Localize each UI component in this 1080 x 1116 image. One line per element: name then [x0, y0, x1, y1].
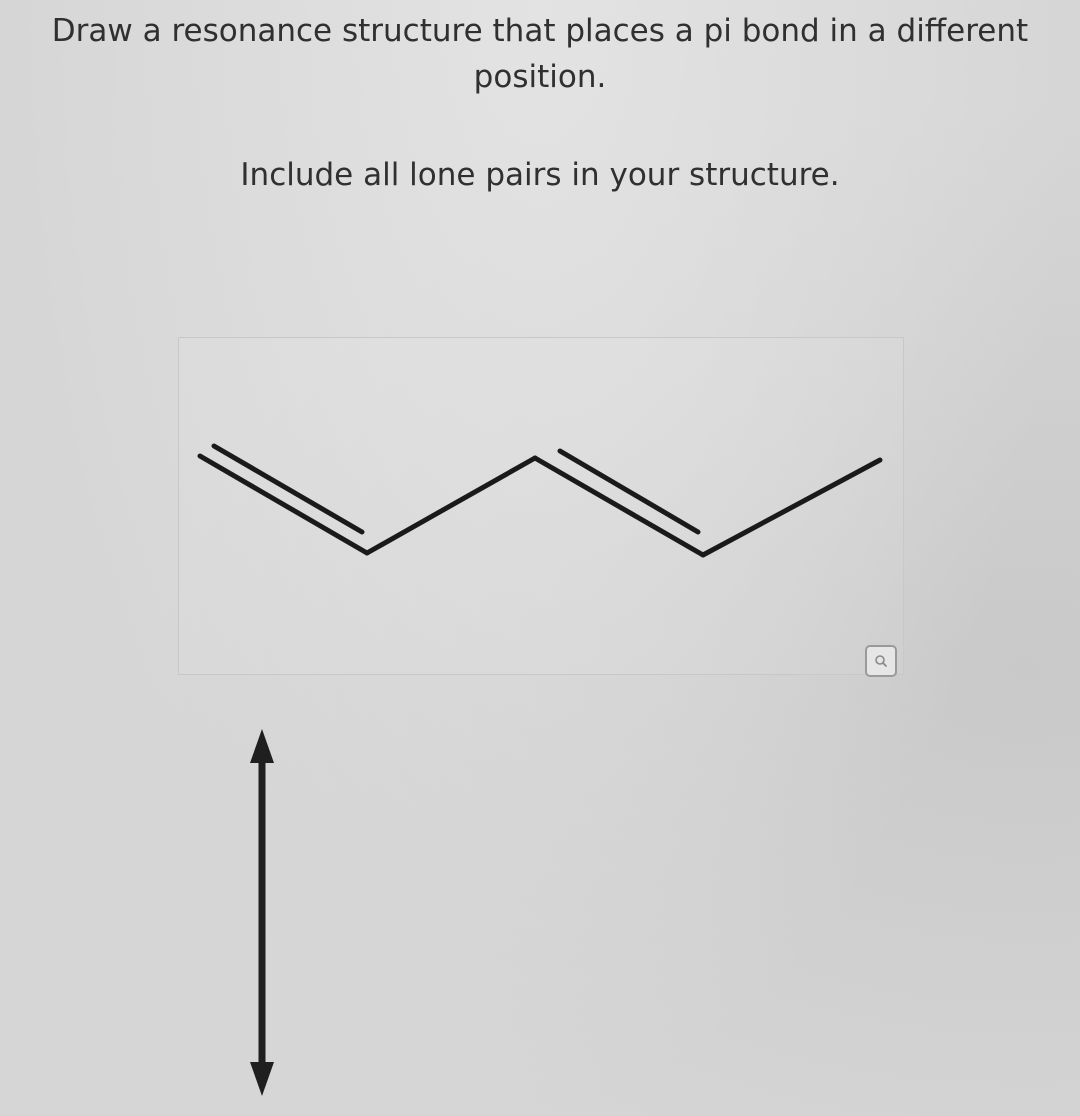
double-headed-arrow-icon[interactable] [240, 725, 284, 1100]
bond-c3-c4-pi [560, 451, 698, 532]
bond-c2-c3 [367, 458, 535, 553]
question-prompt-line-2: position. [473, 59, 607, 95]
bond-c1-c2 [200, 456, 367, 553]
zoom-button[interactable] [865, 645, 897, 677]
bond-c4-c5 [703, 460, 880, 555]
question-prompt-line-1: Draw a resonance structure that places a pi bond in a different [51, 13, 1029, 49]
bond-c3-c4 [535, 458, 703, 555]
magnifier-icon [873, 653, 889, 669]
bond-c1-c2-pi [214, 446, 362, 532]
question-instruction: Include all lone pairs in your structure. [240, 157, 840, 193]
